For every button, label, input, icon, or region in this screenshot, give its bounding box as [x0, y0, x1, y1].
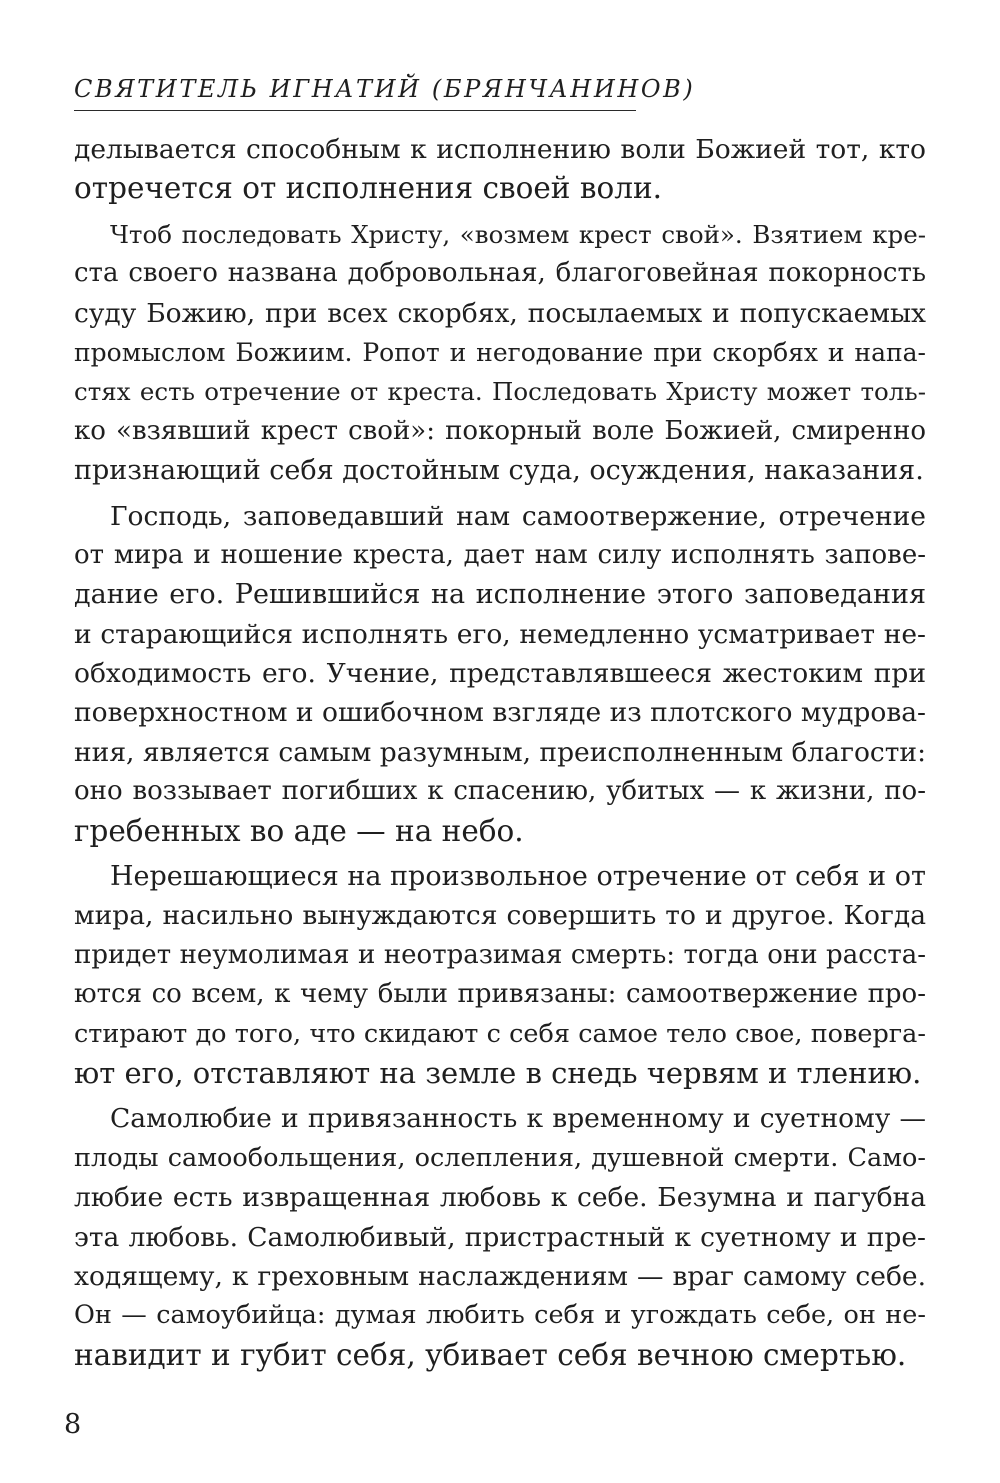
text-line: признающий себя достойным суда, осуждения, наказания.	[74, 455, 924, 487]
text-line: поверхностном и ошибочном взгляде из плотского мудрова-	[74, 697, 926, 729]
text-line: плоды самообольщения, ослепления, душевной смерти. Само-	[74, 1142, 926, 1173]
text-line: оно воззывает погибших к спасению, убитых — к жизни, по-	[74, 776, 926, 807]
text-line: стях есть отречение от креста. Последовать Христу может толь-	[74, 377, 926, 407]
text-line: делывается способным к исполнению воли Божией тот, кто	[74, 134, 926, 165]
text-line: придет неумолимая и неотразимая смерть: тогда они расста-	[74, 939, 926, 970]
text-line: эта любовь. Самолюбивый, пристрастный к суетному и пре-	[74, 1221, 926, 1253]
text-line: Господь, заповедавший нам самоотвержение, отречение	[110, 500, 926, 532]
text-line: суду Божию, при всех скорбях, посылаемых и попускаемых	[74, 297, 926, 329]
text-line: промыслом Божиим. Ропот и негодование при скорбях и напа-	[74, 337, 926, 367]
text-line: Он — самоубийца: думая любить себя и угождать себе, он не-	[74, 1300, 926, 1331]
text-line: Чтоб последовать Христу, «возмем крест свой». Взятием кре-	[110, 219, 926, 249]
text-line: от мира и ношение креста, дает нам силу исполнять запове-	[74, 539, 926, 570]
text-line: стирают до того, что скидают с себя самое тело свое, поверга-	[74, 1018, 926, 1049]
text-line: отречется от исполнения своей воли.	[74, 171, 662, 206]
text-line: дание его. Решившийся на исполнение этого заповедания	[74, 579, 926, 611]
running-head-rule	[74, 110, 636, 111]
text-line: Самолюбие и привязанность к временному и суетному —	[110, 1103, 926, 1135]
text-line: Нерешающиеся на произвольное отречение от себя и от	[110, 861, 926, 893]
page-number: 8	[64, 1409, 82, 1440]
running-head: СВЯТИТЕЛЬ ИГНАТИЙ (БРЯНЧАНИНОВ)	[74, 75, 696, 103]
text-line: гребенных во аде — на небо.	[74, 813, 524, 848]
text-line: ходящему, к греховным наслаждениям — враг самому себе.	[74, 1260, 926, 1292]
text-line: навидит и губит себя, убивает себя вечною смертью.	[74, 1337, 907, 1372]
text-line: мира, насильно вынуждаются совершить то и другое. Когда	[74, 900, 926, 932]
text-line: ста своего названа добровольная, благоговейная покорность	[74, 258, 926, 289]
text-line: любие есть извращенная любовь к себе. Безумна и пагубна	[74, 1182, 926, 1214]
body-text	[74, 130, 926, 1375]
text-line: ют его, отставляют на земле в снедь червям и тлению.	[74, 1055, 922, 1090]
text-line: ния, является самым разумным, преисполненным благости:	[74, 736, 926, 768]
text-line: ются со всем, к чему были привязаны: самоотвержение про-	[74, 979, 926, 1010]
text-line: и старающийся исполнять его, немедленно усматривает не-	[74, 618, 926, 650]
text-line: обходимость его. Учение, представлявшееся жестоким при	[74, 658, 926, 690]
text-line: ко «взявший крест свой»: покорный воле Божией, смиренно	[74, 415, 926, 446]
